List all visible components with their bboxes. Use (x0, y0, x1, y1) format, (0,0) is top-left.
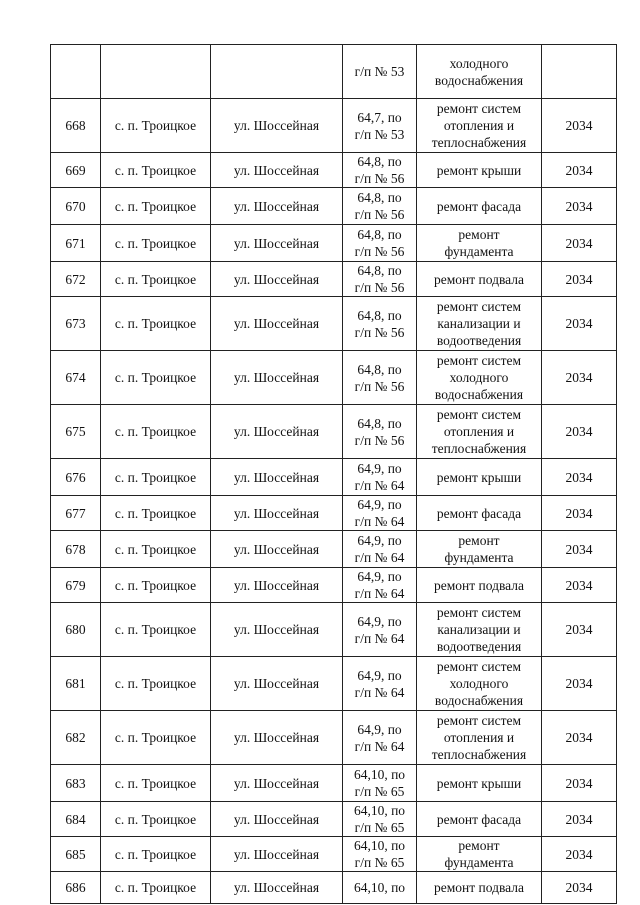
address-cell (343, 351, 417, 405)
address-cell-line: 64,10, по (353, 880, 406, 895)
street-cell: ул. Шоссейная (211, 405, 343, 459)
street-cell: ул. Шоссейная (211, 657, 343, 711)
work-type-cell-line: ремонт систем (436, 101, 522, 116)
work-type-cell-line: теплоснабжения (431, 747, 527, 762)
address-cell (343, 99, 417, 153)
work-type-cell-line: ремонт (458, 227, 500, 242)
row-number: 686 (51, 872, 101, 904)
address-cell-line: 64,9, по (357, 569, 402, 584)
address-cell (343, 603, 417, 657)
row-number: 676 (51, 459, 101, 496)
work-type-cell-line: фундамента (444, 244, 514, 259)
address-cell-line: г/п № 56 (354, 432, 405, 448)
work-type-cell-line: теплоснабжения (431, 135, 527, 150)
row-number: 683 (51, 765, 101, 802)
address-cell (343, 297, 417, 351)
address-cell-line: г/п № 56 (354, 280, 405, 295)
address-cell-line: 64,9, по (357, 613, 402, 629)
address-cell-line: г/п № 56 (354, 378, 405, 394)
row-number: 681 (51, 657, 101, 711)
work-type-cell-line: ремонт систем (436, 659, 522, 674)
work-type-cell-line: ремонт подвала (433, 880, 525, 895)
locality-cell (101, 45, 211, 99)
work-type-cell (417, 711, 542, 765)
work-type-cell-line: отопления и (443, 730, 515, 745)
table-row (51, 297, 617, 351)
address-cell-line: г/п № 56 (354, 171, 405, 186)
year-cell (542, 45, 617, 99)
repair-schedule-table (50, 44, 617, 904)
row-number: 673 (51, 297, 101, 351)
work-type-cell-line: ремонт систем (436, 713, 522, 728)
work-type-cell (417, 225, 542, 262)
year-cell: 2034 (542, 496, 617, 531)
street-cell: ул. Шоссейная (211, 99, 343, 153)
address-cell-line: 64,8, по (357, 361, 402, 377)
work-type-cell (417, 188, 542, 225)
year-cell: 2034 (542, 188, 617, 225)
locality-cell: с. п. Троицкое (101, 802, 211, 837)
street-cell: ул. Шоссейная (211, 188, 343, 225)
address-cell (343, 872, 417, 904)
year-cell: 2034 (542, 351, 617, 405)
table-row (51, 765, 617, 802)
work-type-cell-line: ремонт систем (436, 299, 522, 314)
table-row (51, 568, 617, 603)
work-type-cell (417, 765, 542, 802)
address-cell (343, 225, 417, 262)
work-type-cell (417, 45, 542, 99)
address-cell-line: г/п № 64 (354, 738, 405, 754)
year-cell: 2034 (542, 262, 617, 297)
address-cell (343, 405, 417, 459)
table-row (51, 405, 617, 459)
year-cell: 2034 (542, 711, 617, 765)
year-cell: 2034 (542, 531, 617, 568)
table-row (51, 262, 617, 297)
work-type-cell (417, 153, 542, 188)
address-cell-line: г/п № 65 (354, 784, 405, 799)
table-row (51, 45, 617, 99)
address-cell-line: г/п № 56 (354, 207, 405, 222)
work-type-cell-line: ремонт подвала (433, 271, 525, 287)
row-number: 675 (51, 405, 101, 459)
locality-cell: с. п. Троицкое (101, 262, 211, 297)
locality-cell: с. п. Троицкое (101, 711, 211, 765)
table-row (51, 802, 617, 837)
street-cell: ул. Шоссейная (211, 765, 343, 802)
address-cell-line: г/п № 64 (354, 478, 405, 493)
year-cell: 2034 (542, 603, 617, 657)
street-cell (211, 45, 343, 99)
work-type-cell (417, 802, 542, 837)
locality-cell: с. п. Троицкое (101, 837, 211, 872)
street-cell: ул. Шоссейная (211, 351, 343, 405)
address-cell (343, 262, 417, 297)
street-cell: ул. Шоссейная (211, 225, 343, 262)
year-cell: 2034 (542, 225, 617, 262)
address-cell-line: 64,10, по (353, 803, 406, 818)
row-number: 672 (51, 262, 101, 297)
address-cell (343, 711, 417, 765)
row-number: 680 (51, 603, 101, 657)
locality-cell: с. п. Троицкое (101, 496, 211, 531)
street-cell: ул. Шоссейная (211, 459, 343, 496)
year-cell: 2034 (542, 405, 617, 459)
year-cell: 2034 (542, 872, 617, 904)
year-cell: 2034 (542, 459, 617, 496)
locality-cell: с. п. Троицкое (101, 765, 211, 802)
address-cell-line: 64,9, по (357, 533, 402, 548)
work-type-cell-line: ремонт подвала (433, 577, 525, 593)
locality-cell: с. п. Троицкое (101, 351, 211, 405)
address-cell-line: 64,9, по (357, 497, 402, 512)
work-type-cell (417, 568, 542, 603)
locality-cell: с. п. Троицкое (101, 225, 211, 262)
address-cell-line: 64,9, по (357, 461, 402, 476)
work-type-cell-line: ремонт систем (436, 605, 522, 620)
table-body (51, 45, 617, 904)
year-cell: 2034 (542, 802, 617, 837)
work-type-cell-line: ремонт (458, 533, 500, 548)
work-type-cell-line: отопления и (443, 424, 515, 439)
locality-cell: с. п. Троицкое (101, 153, 211, 188)
work-type-cell-line: канализации и (437, 316, 521, 331)
work-type-cell-line: отопления и (443, 118, 515, 133)
table-row (51, 872, 617, 904)
address-cell-line: г/п № 64 (354, 550, 405, 565)
address-cell-line: 64,8, по (357, 415, 402, 431)
table-row (51, 531, 617, 568)
work-type-cell (417, 657, 542, 711)
locality-cell: с. п. Троицкое (101, 459, 211, 496)
row-number: 670 (51, 188, 101, 225)
address-cell-line: 64,10, по (353, 838, 406, 853)
row-number: 668 (51, 99, 101, 153)
address-cell-line: 64,7, по (357, 109, 402, 125)
table-row (51, 459, 617, 496)
table-row (51, 711, 617, 765)
locality-cell: с. п. Троицкое (101, 188, 211, 225)
address-cell (343, 153, 417, 188)
address-cell-line: 64,8, по (357, 263, 402, 278)
row-number: 674 (51, 351, 101, 405)
table-row (51, 603, 617, 657)
table-row (51, 351, 617, 405)
work-type-cell (417, 459, 542, 496)
year-cell: 2034 (542, 657, 617, 711)
row-number: 669 (51, 153, 101, 188)
street-cell: ул. Шоссейная (211, 496, 343, 531)
table-row (51, 99, 617, 153)
work-type-cell (417, 603, 542, 657)
address-cell (343, 45, 417, 99)
address-cell (343, 496, 417, 531)
work-type-cell-line: фундамента (444, 855, 514, 870)
work-type-cell (417, 262, 542, 297)
work-type-cell-line: теплоснабжения (431, 441, 527, 456)
row-number: 682 (51, 711, 101, 765)
street-cell: ул. Шоссейная (211, 603, 343, 657)
address-cell-line: 64,8, по (357, 307, 402, 323)
year-cell: 2034 (542, 153, 617, 188)
work-type-cell (417, 351, 542, 405)
address-cell-line: 64,8, по (357, 154, 402, 169)
address-cell (343, 802, 417, 837)
year-cell: 2034 (542, 837, 617, 872)
work-type-cell-line: фундамента (444, 550, 514, 565)
address-cell-line: 64,8, по (357, 190, 402, 205)
locality-cell: с. п. Троицкое (101, 657, 211, 711)
year-cell: 2034 (542, 568, 617, 603)
locality-cell: с. п. Троицкое (101, 568, 211, 603)
address-cell-line: г/п № 64 (354, 630, 405, 646)
address-cell-line: г/п № 56 (354, 324, 405, 340)
address-cell (343, 188, 417, 225)
street-cell: ул. Шоссейная (211, 872, 343, 904)
year-cell: 2034 (542, 765, 617, 802)
work-type-cell (417, 872, 542, 904)
address-cell-line: г/п № 65 (354, 820, 405, 835)
locality-cell: с. п. Троицкое (101, 297, 211, 351)
address-cell-line: г/п № 53 (354, 126, 405, 142)
address-cell-line: г/п № 64 (354, 514, 405, 529)
address-cell-line: г/п № 65 (354, 855, 405, 870)
table-row (51, 837, 617, 872)
street-cell: ул. Шоссейная (211, 711, 343, 765)
work-type-cell-line: ремонт крыши (436, 775, 522, 791)
table-row (51, 153, 617, 188)
year-cell: 2034 (542, 99, 617, 153)
street-cell: ул. Шоссейная (211, 153, 343, 188)
work-type-cell-line: ремонт крыши (436, 469, 522, 485)
street-cell: ул. Шоссейная (211, 297, 343, 351)
work-type-cell-line: холодного (449, 55, 509, 71)
work-type-cell-line: ремонт (458, 838, 500, 853)
street-cell: ул. Шоссейная (211, 262, 343, 297)
work-type-cell-line: ремонт фасада (436, 811, 522, 827)
row-number: 685 (51, 837, 101, 872)
work-type-cell-line: холодного (449, 676, 509, 691)
address-cell (343, 568, 417, 603)
work-type-cell-line: ремонт крыши (436, 162, 522, 178)
row-number (51, 45, 101, 99)
work-type-cell (417, 405, 542, 459)
work-type-cell-line: водоотведения (436, 333, 522, 348)
locality-cell: с. п. Троицкое (101, 99, 211, 153)
address-cell (343, 837, 417, 872)
street-cell: ул. Шоссейная (211, 837, 343, 872)
address-cell-line: 64,10, по (353, 767, 406, 782)
address-cell-line: 64,9, по (357, 667, 402, 683)
work-type-cell-line: ремонт фасада (436, 505, 522, 521)
address-cell (343, 531, 417, 568)
street-cell: ул. Шоссейная (211, 531, 343, 568)
row-number: 679 (51, 568, 101, 603)
address-cell (343, 459, 417, 496)
row-number: 677 (51, 496, 101, 531)
address-cell (343, 765, 417, 802)
address-cell (343, 657, 417, 711)
locality-cell: с. п. Троицкое (101, 405, 211, 459)
work-type-cell-line: водоснабжения (434, 72, 524, 88)
work-type-cell (417, 837, 542, 872)
row-number: 684 (51, 802, 101, 837)
row-number: 671 (51, 225, 101, 262)
table-row (51, 496, 617, 531)
work-type-cell-line: ремонт систем (436, 407, 522, 422)
year-cell: 2034 (542, 297, 617, 351)
address-cell-line: 64,9, по (357, 721, 402, 737)
work-type-cell-line: ремонт фасада (436, 198, 522, 214)
address-cell-line: г/п № 53 (354, 64, 405, 79)
work-type-cell (417, 496, 542, 531)
address-cell-line: г/п № 64 (354, 684, 405, 700)
work-type-cell-line: водоотведения (436, 639, 522, 654)
row-number: 678 (51, 531, 101, 568)
street-cell: ул. Шоссейная (211, 802, 343, 837)
work-type-cell-line: ремонт систем (436, 353, 522, 368)
work-type-cell-line: холодного (449, 370, 509, 385)
work-type-cell-line: канализации и (437, 622, 521, 637)
table-row (51, 188, 617, 225)
work-type-cell (417, 531, 542, 568)
table-row (51, 657, 617, 711)
work-type-cell-line: водоснабжения (434, 693, 524, 708)
address-cell-line: г/п № 56 (354, 244, 405, 259)
locality-cell: с. п. Троицкое (101, 872, 211, 904)
work-type-cell-line: водоснабжения (434, 387, 524, 402)
locality-cell: с. п. Троицкое (101, 603, 211, 657)
work-type-cell (417, 99, 542, 153)
street-cell: ул. Шоссейная (211, 568, 343, 603)
table-row (51, 225, 617, 262)
work-type-cell (417, 297, 542, 351)
address-cell-line: 64,8, по (357, 227, 402, 242)
locality-cell: с. п. Троицкое (101, 531, 211, 568)
address-cell-line: г/п № 64 (354, 586, 405, 601)
